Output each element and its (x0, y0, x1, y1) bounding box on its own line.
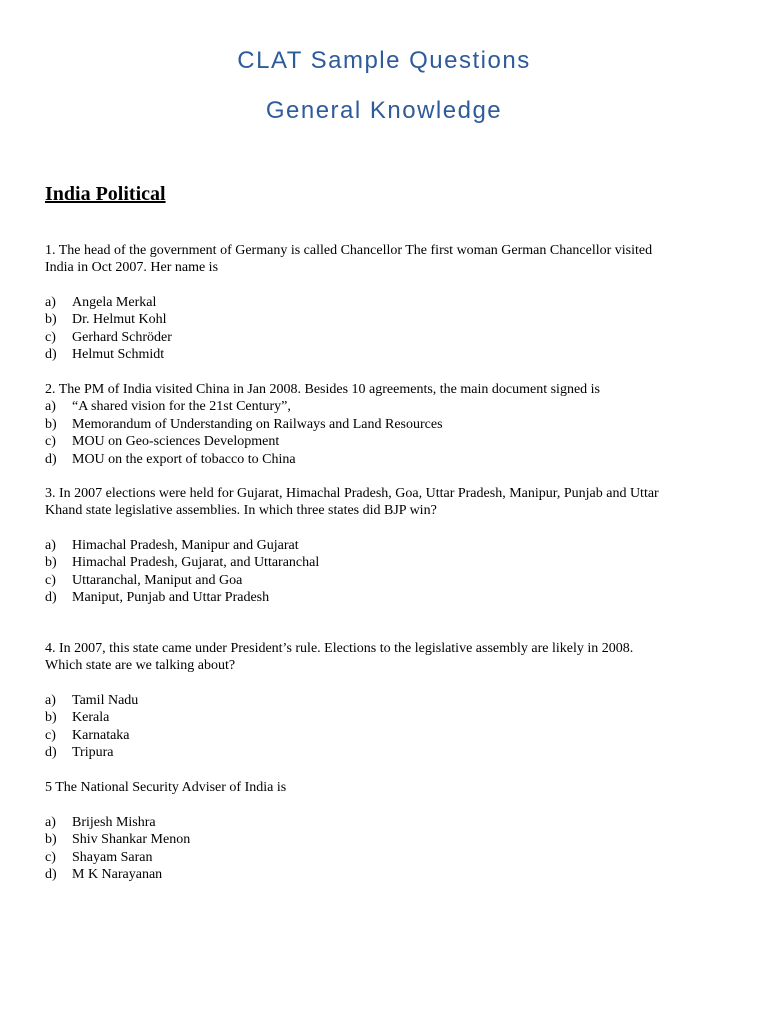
option-letter: a) (45, 295, 56, 310)
question-3 (45, 485, 725, 520)
question-2 (45, 381, 725, 468)
option-letter: b) (45, 832, 57, 848)
option-letter: a) (45, 399, 56, 415)
question-4-text-line-2: Which state are we talking about? (45, 658, 236, 674)
option-text: Angela Merkal (72, 295, 157, 310)
option (45, 398, 725, 415)
option (45, 589, 725, 606)
option-letter: b) (45, 312, 57, 328)
option-text: Dr. Helmut Kohl (72, 312, 167, 328)
question-3-text-line-2: Khand state legislative assemblies. In which three states did BJP win? (45, 503, 437, 519)
section-heading: India Political (45, 183, 166, 205)
option-letter: a) (45, 693, 56, 708)
option-letter: d) (45, 451, 57, 467)
option-text: Karnataka (72, 727, 130, 743)
option-text: M K Narayanan (72, 867, 163, 883)
option (45, 294, 725, 311)
option (45, 451, 725, 468)
option-text: Tripura (72, 745, 114, 761)
question-4 (45, 640, 725, 675)
option-text: Himachal Pradesh, Gujarat, and Uttaranchal (72, 555, 320, 571)
option-text: Shiv Shankar Menon (72, 832, 191, 848)
option (45, 537, 725, 554)
option (45, 554, 725, 571)
option-letter: b) (45, 555, 57, 571)
option-letter: b) (45, 416, 57, 432)
question-5 (45, 779, 725, 796)
option-letter: c) (45, 727, 56, 743)
option (45, 831, 725, 848)
page-title: CLAT Sample Questions (237, 47, 531, 74)
option (45, 433, 725, 450)
option-letter: c) (45, 434, 56, 450)
option-letter: c) (45, 572, 56, 588)
question-4-options (45, 692, 725, 762)
option (45, 709, 725, 726)
option-text: Gerhard Schröder (72, 329, 172, 345)
option-text: “A shared vision for the 21st Century”, (72, 399, 291, 415)
option-letter: a) (45, 815, 56, 830)
option-letter: c) (45, 849, 56, 865)
option-text: Memorandum of Understanding on Railways and Land Resources (72, 416, 443, 432)
option-letter: d) (45, 590, 57, 606)
option-text: Brijesh Mishra (72, 815, 156, 830)
option-letter: a) (45, 538, 56, 553)
page-subtitle: General Knowledge (265, 97, 503, 124)
option-text: MOU on Geo-sciences Development (72, 434, 280, 450)
option (45, 814, 725, 831)
option (45, 727, 725, 744)
option (45, 744, 725, 761)
option (45, 416, 725, 433)
question-1-text-line-1: 1. The head of the government of Germany is called Chancellor The first woman German Chancellor visited (45, 243, 653, 258)
option (45, 329, 725, 346)
option-letter: c) (45, 329, 56, 345)
option (45, 572, 725, 589)
option-text: Maniput, Punjab and Uttar Pradesh (72, 590, 270, 606)
question-3-text-line-1: 3. In 2007 elections were held for Gujarat, Himachal Pradesh, Goa, Uttar Pradesh, Manipur, Punjab and Uttar (45, 486, 659, 501)
question-3-options (45, 537, 725, 607)
question-1-text-line-2: India in Oct 2007. Her name is (45, 260, 219, 276)
option-text: Kerala (72, 710, 110, 726)
option-letter: d) (45, 867, 57, 883)
question-1-options (45, 294, 725, 364)
option (45, 692, 725, 709)
option-letter: d) (45, 347, 57, 363)
option-text: Shayam Saran (72, 849, 153, 865)
option-text: MOU on the export of tobacco to China (72, 451, 296, 467)
question-4-text-line-1: 4. In 2007, this state came under President’s rule. Elections to the legislative assembly are likely in 2008. (45, 641, 634, 656)
question-1 (45, 242, 725, 277)
option-text: Uttaranchal, Maniput and Goa (72, 572, 243, 588)
option-text: Himachal Pradesh, Manipur and Gujarat (72, 538, 299, 553)
question-5-options (45, 814, 725, 884)
option (45, 849, 725, 866)
option (45, 866, 725, 883)
question-5-text-line-1: 5 The National Security Adviser of India is (45, 780, 287, 795)
question-2-text-line-1: 2. The PM of India visited China in Jan 2008. Besides 10 agreements, the main document signed is (45, 382, 600, 397)
option-letter: b) (45, 710, 57, 726)
option-letter: d) (45, 745, 57, 761)
option-text: Tamil Nadu (72, 693, 139, 708)
option-text: Helmut Schmidt (72, 347, 165, 363)
option (45, 311, 725, 328)
option (45, 346, 725, 363)
